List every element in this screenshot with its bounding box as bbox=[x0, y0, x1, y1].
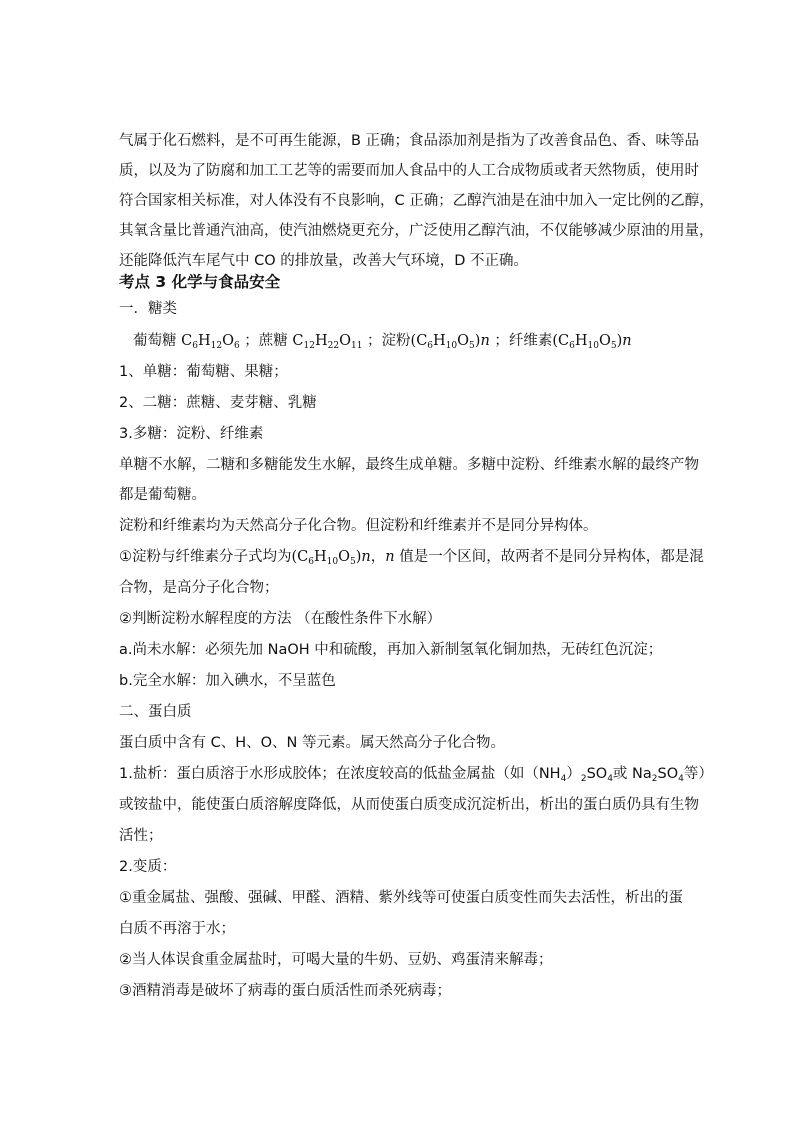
polysaccharide-formula: $(C_6H_{10}O_5)n$ bbox=[291, 549, 371, 567]
sucrose-label: 蔗糖 bbox=[258, 333, 288, 349]
glucose-formula: $C_6H_{12}O_6$ bbox=[181, 333, 240, 351]
paragraph-line: ②当人体误食重金属盐时，可喝大量的牛奶、豆奶、鸡蛋清来解毒； bbox=[119, 952, 553, 968]
cellulose-label: 纤维素 bbox=[508, 333, 553, 349]
starch-formula: $(C_6H_{10}O_5)n$ bbox=[410, 333, 490, 351]
protein-heading: 二、蛋白质 bbox=[119, 704, 192, 720]
denaturation-line: 2.变质： bbox=[119, 859, 177, 875]
point-2-line: ②判断淀粉水解程度的方法 （在酸性条件下水解） bbox=[119, 611, 442, 627]
section-title: 考点 3 化学与食品安全 bbox=[119, 273, 281, 291]
starch-label: 淀粉 bbox=[381, 333, 411, 349]
paragraph-line: 还能降低汽车尾气中 CO 的排放量，改善大气环境，D 不正确。 bbox=[119, 253, 529, 269]
paragraph-line: 合物，是高分子化合物； bbox=[119, 580, 279, 596]
disaccharide-line: 2、二糖：蔗糖、麦芽糖、乳糖 bbox=[119, 395, 317, 411]
salting-out-line: 1.盐析：蛋白质溶于水形成胶体；在浓度较高的低盐金属盐（如$(NH_4)_2SO_4$或 $Na_2SO_4$等） bbox=[119, 766, 713, 784]
paragraph-line: 质，以及为了防腐和加工工艺等的需要而加人食品中的人工合成物质或者天然物质，使用时 bbox=[119, 163, 699, 179]
cellulose-formula: $(C_6H_{10}O_5)n$ bbox=[552, 333, 632, 351]
monosaccharide-line: 1、单糖：葡萄糖、果糖； bbox=[119, 364, 288, 380]
sucrose-formula: $C_{12}H_{22}O_{11}$ bbox=[292, 333, 363, 351]
sugar-formulas: 葡萄糖 $C_6H_{12}O_6$ ；蔗糖 $C_{12}H_{22}O_{11}$ ；淀粉$(C_6H_{10}O_5)n$ ；纤维素$(C_6H_{10}O_5)n$ bbox=[133, 333, 632, 351]
sugar-heading: 一．糖类 bbox=[119, 301, 177, 317]
point-a-line: a.尚未水解：必须先加 NaOH 中和硫酸，再加入新制氢氧化铜加热，无砖红色沉淀； bbox=[119, 642, 663, 658]
paragraph-line: 淀粉和纤维素均为天然高分子化合物。但淀粉和纤维素并不是同分异构体。 bbox=[119, 518, 598, 534]
paragraph-line: 其氧含量比普通汽油高，使汽油燃烧更充分，广泛使用乙醇汽油，不仅能够减少原油的用量， bbox=[119, 223, 714, 239]
paragraph-line: ①重金属盐、强酸、强碱、甲醛、酒精、紫外线等可使蛋白质变性而失去活性，析出的蛋 bbox=[119, 890, 683, 906]
point-1-line: ①淀粉与纤维素分子式均为$(C_6H_{10}O_5)n$，n 值是一个区间，故两者不是同分异构体，都是混 bbox=[119, 549, 704, 567]
paragraph-line: 都是葡萄糖。 bbox=[119, 487, 206, 503]
glucose-label: 葡萄糖 bbox=[133, 333, 177, 349]
paragraph-line: ③酒精消毒是破坏了病毒的蛋白质活性而杀死病毒； bbox=[119, 983, 451, 999]
paragraph-line: 白质不再溶于水； bbox=[119, 921, 235, 937]
paragraph-line: 符合国家相关标准，对人体没有不良影响，C 正确；乙醇汽油是在油中加入一定比例的乙醇， bbox=[119, 193, 714, 209]
paragraph-line: 活性； bbox=[119, 828, 163, 844]
paragraph-line: 气属于化石燃料，是不可再生能源，B 正确；食品添加剂是指为了改善食品色、香、味等品 bbox=[119, 133, 700, 149]
paragraph-line: 或铵盐中，能使蛋白质溶解度降低，从而使蛋白质变成沉淀析出，析出的蛋白质仍具有生物 bbox=[119, 797, 699, 813]
paragraph-line: 单糖不水解，二糖和多糖能发生水解，最终生成单糖。多糖中淀粉、纤维素水解的最终产物 bbox=[119, 457, 699, 473]
polysaccharide-line: 3.多糖：淀粉、纤维素 bbox=[119, 426, 264, 442]
point-b-line: b.完全水解：加入碘水，不呈蓝色 bbox=[119, 673, 336, 689]
paragraph-line: 蛋白质中含有 C、H、O、N 等元素。属天然高分子化合物。 bbox=[119, 735, 506, 751]
